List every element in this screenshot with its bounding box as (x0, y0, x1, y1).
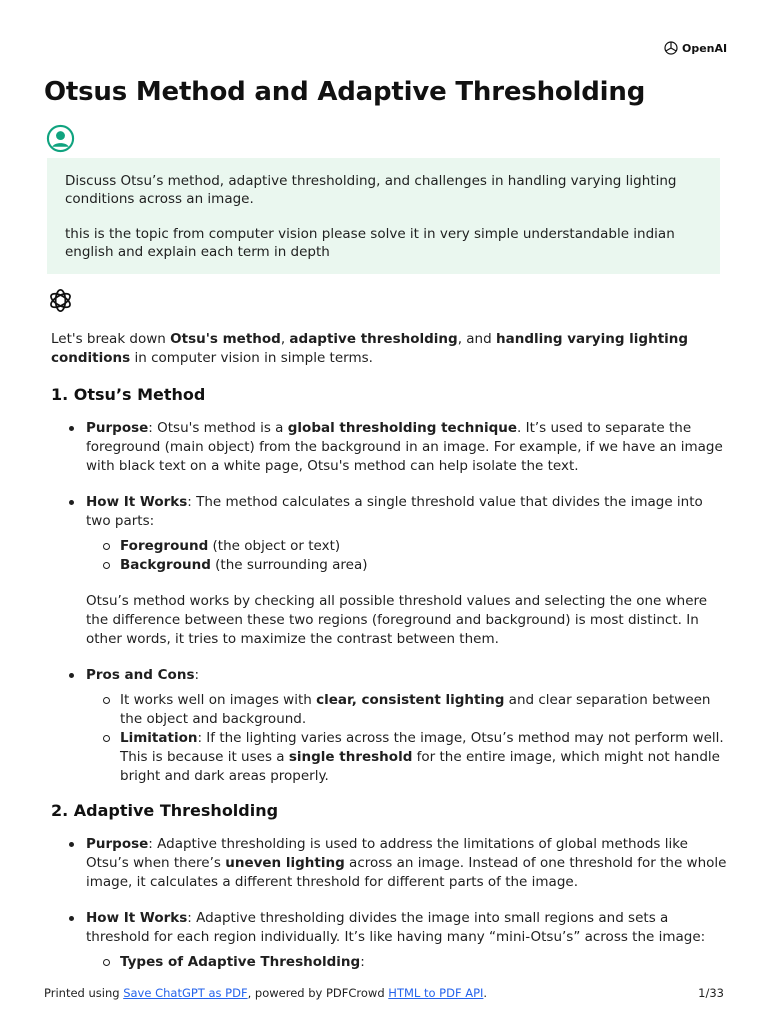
text: in computer vision in simple terms. (130, 350, 373, 366)
list-item (51, 493, 731, 649)
footer-text: , powered by PDFCrowd (247, 986, 389, 1000)
bold-text: Pros and Cons (86, 667, 195, 683)
sub-list-item (86, 953, 731, 972)
sub-list-item (86, 537, 731, 556)
text: across an image. Instead of one threshold for the whole image, it calculates a different threshold for different parts of the image. (86, 855, 727, 890)
text: for the entire image, which might not handle bright and dark areas properly. (120, 749, 720, 784)
sub-list (86, 691, 731, 786)
text: : (194, 667, 200, 683)
brand-name: OpenAI (682, 41, 728, 55)
chatgpt-logo-icon (46, 286, 75, 315)
text: Let's break down (51, 331, 171, 347)
bold-text: How It Works (86, 910, 188, 926)
prompt-paragraph: this is the topic from computer vision please solve it in very simple understandable indian english and explain each term in depth (65, 226, 675, 260)
bold-text: Types of Adaptive Thresholding (120, 954, 361, 970)
bold-text: Background (120, 557, 211, 573)
body-paragraph: Otsu’s method works by checking all possible threshold values and selecting the one where the difference between these two regions (foreground and background) is most distinct. In other words, it tries to maximize the contrast between them. (86, 593, 708, 647)
bold-text: uneven lighting (225, 855, 345, 871)
footer-text: Printed using (44, 986, 124, 1000)
bold-text: Purpose (86, 420, 149, 436)
text: and clear separation between the object and background. (120, 692, 711, 727)
bold-text: handling varying lighting conditions (51, 331, 689, 366)
user-prompt-box (47, 158, 720, 274)
list-item (51, 419, 731, 476)
text: : Otsu's method is a (148, 420, 288, 436)
text: (the object or text) (208, 538, 341, 554)
bold-text: single threshold (288, 749, 413, 765)
list-item (51, 909, 731, 972)
section-heading: 2. Adaptive Thresholding (51, 801, 279, 820)
section-list (51, 419, 731, 786)
sub-list-item (86, 691, 731, 729)
text: : If the lighting varies across the image, Otsu’s method may not perform well. This is because it uses a (120, 730, 724, 765)
bold-text: Purpose (86, 836, 149, 852)
text: , and (457, 331, 496, 347)
html-to-pdf-api-link[interactable]: HTML to PDF API (388, 986, 484, 1000)
intro-paragraph (51, 330, 731, 368)
sub-list-item (86, 556, 731, 575)
user-avatar-icon (46, 124, 75, 153)
bold-text: clear, consistent lighting (316, 692, 505, 708)
bold-text: How It Works (86, 494, 188, 510)
text: : (360, 954, 365, 970)
save-chatgpt-pdf-link[interactable]: Save ChatGPT as PDF (123, 986, 248, 1000)
sub-list (86, 537, 731, 575)
page-number: 1/33 (698, 986, 724, 1000)
bold-text: Limitation (120, 730, 198, 746)
openai-brand (663, 40, 727, 56)
sub-list-item (86, 729, 731, 786)
page-title: Otsus Method and Adaptive Thresholding (44, 77, 646, 107)
bold-text: Otsu's method (170, 331, 281, 347)
text: : Adaptive thresholding is used to address the limitations of global methods like Otsu’s when there’s (86, 836, 688, 871)
section-list (51, 835, 731, 972)
prompt-paragraph: Discuss Otsu’s method, adaptive thresholding, and challenges in handling varying lighting conditions across an image. (65, 173, 677, 207)
text: (the surrounding area) (210, 557, 368, 573)
bold-text: adaptive thresholding (289, 331, 458, 347)
assistant-answer (51, 330, 731, 972)
text: It works well on images with (120, 692, 317, 708)
list-item (51, 835, 731, 892)
footer-text: . (483, 986, 488, 1000)
print-footer (44, 986, 724, 1000)
text: , (280, 331, 290, 347)
text: : Adaptive thresholding divides the image into small regions and sets a threshold for each region individually. It’s like having many “mini-Otsu’s” across the image: (86, 910, 706, 945)
section-heading: 1. Otsu’s Method (51, 385, 206, 404)
bold-text: global thresholding technique (287, 420, 517, 436)
text: . It’s used to separate the foreground (main object) from the background in an image. For example, if we have an image with black text on a white page, Otsu's method can help isolate the text. (86, 420, 723, 474)
text: : The method calculates a single threshold value that divides the image into two parts: (86, 494, 703, 529)
openai-logo-icon (663, 40, 679, 56)
bold-text: Foreground (120, 538, 209, 554)
sub-list (86, 953, 731, 972)
list-item (51, 666, 731, 786)
